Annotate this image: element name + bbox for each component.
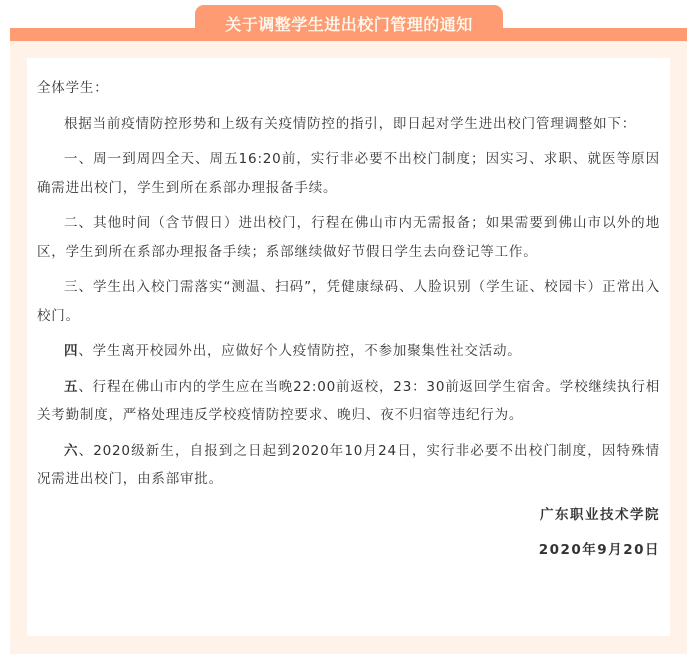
item-2-label: 二 [64, 215, 79, 231]
item-3 [37, 273, 660, 330]
item-1-text: 、周一到周四全天、周五16:20前，实行非必要不出校门制度；因实习、求职、就医等原因确需进出校门，学生到所在系部办理报备手续。 [37, 151, 660, 196]
item-4 [37, 337, 660, 366]
salutation: 全体学生： [37, 80, 109, 96]
item-5 [37, 373, 660, 430]
item-6 [37, 437, 660, 494]
item-3-text: 、学生出入校门需落实“测温、扫码”，凭健康绿码、人脸识别（学生证、校园卡）正常出入校门。 [37, 279, 660, 324]
signature-date: 2020年9月20日 [538, 542, 660, 558]
item-4-label: 四 [64, 343, 79, 359]
notice-body [27, 58, 670, 636]
item-2 [37, 209, 660, 266]
item-6-text: 、2020级新生，自报到之日起到2020年10月24日，实行非必要不出校门制度，因特殊情况需进出校门，由系部审批。 [37, 442, 660, 487]
signature-organization: 广东职业技术学院 [540, 506, 660, 523]
item-5-label: 五 [64, 378, 79, 395]
item-1 [37, 145, 660, 202]
title-tab [195, 5, 503, 41]
item-6-label: 六 [64, 442, 79, 459]
item-5-text: 、行程在佛山市内的学生应在当晚22:00前返校，23：30前返回学生宿舍。学校继续执行相关考勤制度，严格处理违反学校疫情防控要求、晚归、夜不归宿等违纪行为。 [37, 378, 660, 423]
notice-title: 关于调整学生进出校门管理的通知 [225, 14, 473, 34]
item-1-label: 一 [64, 151, 79, 167]
item-3-label: 三 [64, 279, 79, 295]
intro-paragraph: 根据当前疫情防控形势和上级有关疫情防控的指引，即日起对学生进出校门管理调整如下： [64, 115, 636, 132]
item-4-text: 、学生离开校园外出，应做好个人疫情防控，不参加聚集性社交活动。 [78, 343, 522, 359]
item-2-text: 、其他时间（含节假日）进出校门，行程在佛山市内无需报备；如果需要到佛山市以外的地区，学生到所在系部办理报备手续；系部继续做好节假日学生去向登记等工作。 [37, 215, 660, 260]
